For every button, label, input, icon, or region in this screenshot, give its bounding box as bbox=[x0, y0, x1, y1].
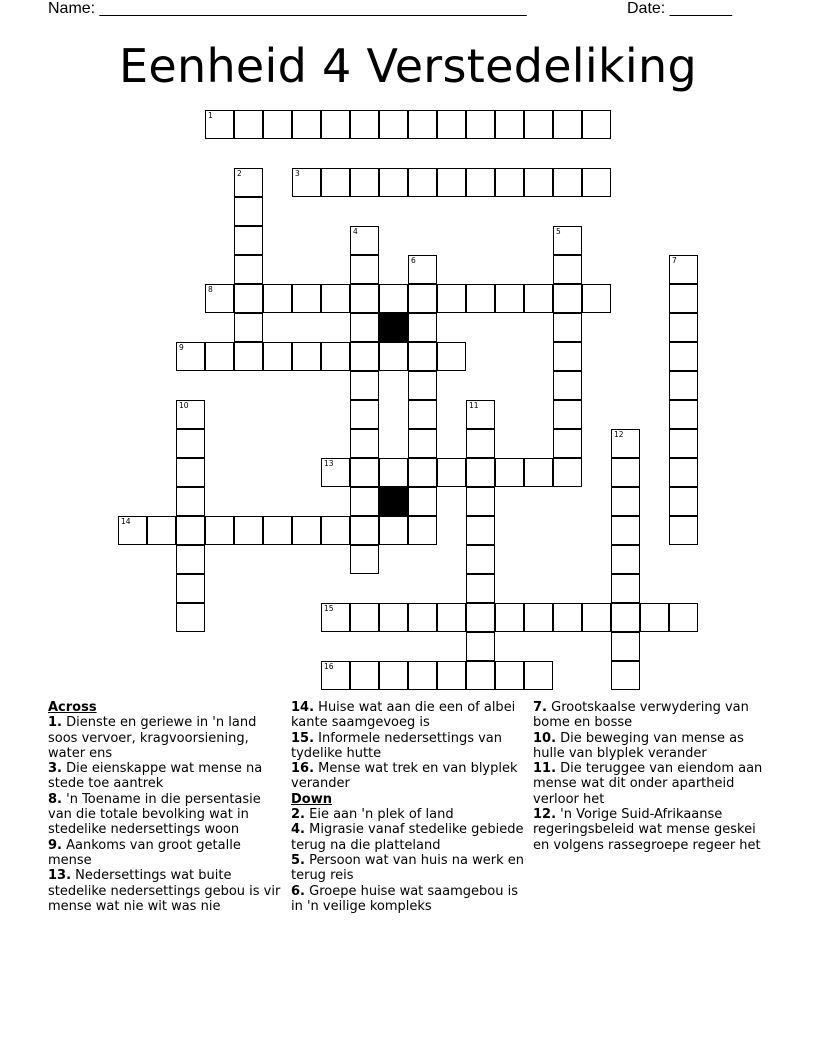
grid-cell[interactable] bbox=[466, 400, 495, 429]
clue-number: 12 bbox=[614, 430, 624, 439]
grid-cell[interactable] bbox=[495, 168, 524, 197]
clue-text: Groepe huise wat saamgebou is in 'n veilige kompleks bbox=[291, 883, 518, 914]
grid-cell[interactable] bbox=[466, 458, 495, 487]
grid-cell[interactable] bbox=[205, 284, 234, 313]
grid-cell[interactable] bbox=[321, 661, 350, 690]
clue-number-label: 15. bbox=[291, 730, 315, 746]
clue-text: Migrasie vanaf stedelike gebiede terug na die platteland bbox=[291, 822, 524, 853]
clue-number: 11 bbox=[469, 401, 479, 410]
grid-cell[interactable] bbox=[350, 313, 379, 342]
grid-cell[interactable] bbox=[553, 342, 582, 371]
across-heading: Across bbox=[48, 700, 97, 715]
grid-cell[interactable] bbox=[466, 429, 495, 458]
grid-cell[interactable] bbox=[408, 661, 437, 690]
grid-cell[interactable] bbox=[495, 458, 524, 487]
grid-cell[interactable] bbox=[292, 342, 321, 371]
grid-cell[interactable] bbox=[234, 110, 263, 139]
grid-cell[interactable] bbox=[350, 400, 379, 429]
grid-cell[interactable] bbox=[205, 342, 234, 371]
grid-cell[interactable] bbox=[466, 284, 495, 313]
grid-cell[interactable] bbox=[495, 603, 524, 632]
grid-cell[interactable] bbox=[553, 313, 582, 342]
grid-cell[interactable] bbox=[350, 342, 379, 371]
grid-cell[interactable] bbox=[553, 429, 582, 458]
grid-cell[interactable] bbox=[350, 429, 379, 458]
clue-number-label: 7. bbox=[533, 700, 547, 715]
clue-number-label: 13. bbox=[48, 868, 72, 884]
clue-number: 9 bbox=[179, 343, 184, 352]
clue-column-2 bbox=[291, 700, 527, 914]
grid-cell[interactable] bbox=[466, 574, 495, 603]
grid-cell[interactable] bbox=[292, 110, 321, 139]
grid-cell[interactable] bbox=[611, 661, 640, 690]
clue bbox=[533, 761, 773, 807]
grid-cell[interactable] bbox=[553, 284, 582, 313]
grid-cell[interactable] bbox=[553, 168, 582, 197]
clue-text: Informele nedersettings van tydelike hutte bbox=[291, 730, 502, 761]
grid-cell[interactable] bbox=[611, 632, 640, 661]
grid-cell[interactable] bbox=[524, 168, 553, 197]
clue-number-label: 5. bbox=[291, 852, 305, 868]
clue bbox=[291, 807, 527, 822]
grid-cell[interactable] bbox=[437, 110, 466, 139]
grid-cell[interactable] bbox=[350, 516, 379, 545]
clue-number: 14 bbox=[121, 517, 131, 526]
grid-cell[interactable] bbox=[408, 255, 437, 284]
grid-cell[interactable] bbox=[147, 516, 176, 545]
grid-cell[interactable] bbox=[669, 284, 698, 313]
grid-cell[interactable] bbox=[321, 342, 350, 371]
grid-cell[interactable] bbox=[524, 284, 553, 313]
clue bbox=[291, 700, 527, 731]
clue-text: Die beweging van mense as hulle van blyplek verander bbox=[533, 730, 744, 761]
clue-number: 6 bbox=[411, 256, 416, 265]
grid-cell[interactable] bbox=[234, 226, 263, 255]
down-heading: Down bbox=[291, 791, 332, 807]
grid-cell[interactable] bbox=[234, 168, 263, 197]
grid-cell[interactable] bbox=[292, 516, 321, 545]
grid-cell[interactable] bbox=[350, 284, 379, 313]
grid-cell[interactable] bbox=[234, 255, 263, 284]
clue-number: 5 bbox=[556, 227, 561, 236]
clue-text: Nedersettings wat buite stedelike nedersettings gebou is vir mense wat nie wit was nie bbox=[48, 868, 281, 914]
date-field-label[interactable]: Date: _______ bbox=[627, 0, 732, 17]
clue-number: 16 bbox=[324, 662, 334, 671]
clue-text: Aankoms van groot getalle mense bbox=[48, 837, 241, 868]
grid-cell[interactable] bbox=[321, 603, 350, 632]
grid-cell[interactable] bbox=[466, 603, 495, 632]
grid-cell[interactable] bbox=[379, 661, 408, 690]
grid-cell[interactable] bbox=[408, 371, 437, 400]
clue-number-label: 11. bbox=[533, 761, 557, 777]
grid-cell[interactable] bbox=[350, 603, 379, 632]
clue-number-label: 14. bbox=[291, 700, 315, 715]
clue-text: Dienste en geriewe in 'n land soos vervoer, kragvoorsiening, water ens bbox=[48, 715, 257, 761]
clue bbox=[291, 731, 527, 762]
grid-cell[interactable] bbox=[553, 400, 582, 429]
clue-number-label: 10. bbox=[533, 730, 557, 746]
grid-cell[interactable] bbox=[234, 313, 263, 342]
grid-cell[interactable] bbox=[321, 458, 350, 487]
clue-text: 'n Vorige Suid-Afrikaanse regeringsbeleid wat mense geskei en volgens rassegroepe regeer het bbox=[533, 807, 761, 853]
clue-number-label: 2. bbox=[291, 807, 305, 823]
grid-cell[interactable] bbox=[495, 661, 524, 690]
grid-cell[interactable] bbox=[669, 255, 698, 284]
grid-cell[interactable] bbox=[669, 429, 698, 458]
grid-cell[interactable] bbox=[379, 458, 408, 487]
grid-cell[interactable] bbox=[466, 632, 495, 661]
grid-cell[interactable] bbox=[553, 110, 582, 139]
grid-cell[interactable] bbox=[611, 603, 640, 632]
grid-cell[interactable] bbox=[495, 110, 524, 139]
black-cell bbox=[379, 313, 408, 342]
grid-cell[interactable] bbox=[350, 255, 379, 284]
grid-cell[interactable] bbox=[611, 487, 640, 516]
grid-cell[interactable] bbox=[176, 574, 205, 603]
grid-cell[interactable] bbox=[640, 603, 669, 632]
grid-cell[interactable] bbox=[292, 168, 321, 197]
header bbox=[0, 0, 816, 24]
grid-cell[interactable] bbox=[437, 458, 466, 487]
grid-cell[interactable] bbox=[524, 603, 553, 632]
grid-cell[interactable] bbox=[553, 371, 582, 400]
grid-cell[interactable] bbox=[234, 284, 263, 313]
clue bbox=[291, 761, 527, 792]
grid-cell[interactable] bbox=[611, 458, 640, 487]
grid-cell[interactable] bbox=[379, 168, 408, 197]
grid-cell[interactable] bbox=[234, 342, 263, 371]
clue bbox=[48, 792, 283, 838]
grid-cell[interactable] bbox=[263, 110, 292, 139]
grid-cell[interactable] bbox=[669, 371, 698, 400]
grid-cell[interactable] bbox=[408, 487, 437, 516]
grid-cell[interactable] bbox=[263, 284, 292, 313]
grid-cell[interactable] bbox=[524, 110, 553, 139]
grid-cell[interactable] bbox=[553, 226, 582, 255]
grid-cell[interactable] bbox=[350, 487, 379, 516]
clue-number-label: 12. bbox=[533, 807, 557, 823]
grid-cell[interactable] bbox=[176, 487, 205, 516]
grid-cell[interactable] bbox=[582, 603, 611, 632]
grid-cell[interactable] bbox=[118, 516, 147, 545]
clue bbox=[291, 853, 527, 884]
clue-number-label: 4. bbox=[291, 822, 305, 838]
grid-cell[interactable] bbox=[350, 226, 379, 255]
clue-number-label: 9. bbox=[48, 837, 62, 853]
clue-number: 4 bbox=[353, 227, 358, 236]
grid-cell[interactable] bbox=[176, 545, 205, 574]
grid-cell[interactable] bbox=[669, 400, 698, 429]
grid-cell[interactable] bbox=[379, 603, 408, 632]
grid-cell[interactable] bbox=[408, 342, 437, 371]
clue-number: 3 bbox=[295, 169, 300, 178]
clue-column-3 bbox=[533, 700, 773, 853]
grid-cell[interactable] bbox=[611, 574, 640, 603]
grid-cell[interactable] bbox=[408, 168, 437, 197]
name-field-label[interactable]: Name: ________________________________________________ bbox=[48, 0, 527, 17]
clue-number: 13 bbox=[324, 459, 334, 468]
grid-cell[interactable] bbox=[408, 458, 437, 487]
clue-number-label: 1. bbox=[48, 715, 62, 731]
clue-number: 15 bbox=[324, 604, 334, 613]
grid-cell[interactable] bbox=[176, 429, 205, 458]
grid-cell[interactable] bbox=[553, 458, 582, 487]
grid-cell[interactable] bbox=[582, 284, 611, 313]
grid-cell[interactable] bbox=[350, 545, 379, 574]
grid-cell[interactable] bbox=[524, 661, 553, 690]
grid-cell[interactable] bbox=[350, 110, 379, 139]
grid-cell[interactable] bbox=[408, 516, 437, 545]
clue-text: Grootskaalse verwydering van bome en bosse bbox=[533, 700, 749, 731]
grid-cell[interactable] bbox=[669, 487, 698, 516]
grid-cell[interactable] bbox=[176, 458, 205, 487]
clue bbox=[48, 838, 283, 869]
grid-cell[interactable] bbox=[466, 110, 495, 139]
grid-cell[interactable] bbox=[350, 458, 379, 487]
grid-cell[interactable] bbox=[611, 516, 640, 545]
clue-number: 7 bbox=[672, 256, 677, 265]
grid-cell[interactable] bbox=[350, 168, 379, 197]
clue-number: 10 bbox=[179, 401, 189, 410]
clue-column-1 bbox=[48, 700, 283, 914]
grid-cell[interactable] bbox=[176, 516, 205, 545]
grid-cell[interactable] bbox=[466, 545, 495, 574]
grid-cell[interactable] bbox=[321, 516, 350, 545]
grid-cell[interactable] bbox=[437, 168, 466, 197]
grid-cell[interactable] bbox=[466, 661, 495, 690]
clue bbox=[533, 700, 773, 731]
grid-cell[interactable] bbox=[408, 400, 437, 429]
grid-cell[interactable] bbox=[466, 516, 495, 545]
grid-cell[interactable] bbox=[408, 429, 437, 458]
grid-cell[interactable] bbox=[321, 284, 350, 313]
clue bbox=[48, 761, 283, 792]
clue bbox=[533, 807, 773, 853]
grid-cell[interactable] bbox=[379, 110, 408, 139]
grid-cell[interactable] bbox=[611, 429, 640, 458]
grid-cell[interactable] bbox=[524, 458, 553, 487]
grid-cell[interactable] bbox=[466, 487, 495, 516]
grid-cell[interactable] bbox=[408, 313, 437, 342]
clue-text: 'n Toename in die persentasie van die totale bevolking wat in stedelike nedersettings woon bbox=[48, 791, 261, 838]
clue-text: Mense wat trek en van blyplek verander bbox=[291, 761, 518, 792]
grid-cell[interactable] bbox=[669, 458, 698, 487]
grid-cell[interactable] bbox=[669, 342, 698, 371]
grid-cell[interactable] bbox=[437, 603, 466, 632]
grid-cell[interactable] bbox=[379, 516, 408, 545]
grid-cell[interactable] bbox=[553, 255, 582, 284]
grid-cell[interactable] bbox=[408, 110, 437, 139]
grid-cell[interactable] bbox=[466, 168, 495, 197]
grid-cell[interactable] bbox=[292, 284, 321, 313]
clue-number: 8 bbox=[208, 285, 213, 294]
puzzle-title: Eenheid 4 Verstedeliking bbox=[119, 39, 697, 93]
grid-cell[interactable] bbox=[321, 110, 350, 139]
grid-cell[interactable] bbox=[669, 516, 698, 545]
clue-number-label: 8. bbox=[48, 791, 62, 807]
grid-cell[interactable] bbox=[379, 342, 408, 371]
grid-cell[interactable] bbox=[553, 603, 582, 632]
grid-cell[interactable] bbox=[611, 545, 640, 574]
grid-cell[interactable] bbox=[350, 661, 379, 690]
clue bbox=[291, 884, 527, 915]
grid-cell[interactable] bbox=[408, 603, 437, 632]
grid-cell[interactable] bbox=[437, 661, 466, 690]
black-cell bbox=[379, 487, 408, 516]
grid-cell[interactable] bbox=[669, 313, 698, 342]
clue-number: 2 bbox=[237, 169, 242, 178]
clue-text: Huise wat aan die een of albei kante saamgevoeg is bbox=[291, 700, 516, 731]
grid-cell[interactable] bbox=[669, 603, 698, 632]
clue-number-label: 6. bbox=[291, 883, 305, 899]
clue-text: Eie aan 'n plek of land bbox=[309, 807, 454, 823]
clue-number-label: 3. bbox=[48, 761, 62, 777]
clue-text: Persoon wat van huis na werk en terug reis bbox=[291, 852, 524, 884]
grid-cell[interactable] bbox=[176, 400, 205, 429]
grid-cell[interactable] bbox=[495, 284, 524, 313]
grid-cell[interactable] bbox=[205, 516, 234, 545]
clue bbox=[533, 731, 773, 762]
grid-cell[interactable] bbox=[176, 342, 205, 371]
clue bbox=[48, 868, 283, 914]
grid-cell[interactable] bbox=[437, 284, 466, 313]
grid-cell[interactable] bbox=[263, 516, 292, 545]
grid-cell[interactable] bbox=[379, 284, 408, 313]
grid-cell[interactable] bbox=[437, 342, 466, 371]
grid-cell[interactable] bbox=[350, 371, 379, 400]
grid-cell[interactable] bbox=[234, 516, 263, 545]
clue-number-label: 16. bbox=[291, 761, 315, 777]
clue-text: Die teruggee van eiendom aan mense wat dit onder apartheid verloor het bbox=[533, 761, 763, 807]
clue-number: 1 bbox=[208, 111, 213, 120]
grid-cell[interactable] bbox=[263, 342, 292, 371]
grid-cell[interactable] bbox=[408, 284, 437, 313]
grid-cell[interactable] bbox=[176, 603, 205, 632]
clue bbox=[291, 822, 527, 853]
grid-cell[interactable] bbox=[582, 168, 611, 197]
clue-text: Die eienskappe wat mense na stede toe aantrek bbox=[48, 761, 263, 792]
grid-cell[interactable] bbox=[205, 110, 234, 139]
grid-cell[interactable] bbox=[582, 110, 611, 139]
grid-cell[interactable] bbox=[321, 168, 350, 197]
grid-cell[interactable] bbox=[234, 197, 263, 226]
clue bbox=[48, 715, 283, 761]
